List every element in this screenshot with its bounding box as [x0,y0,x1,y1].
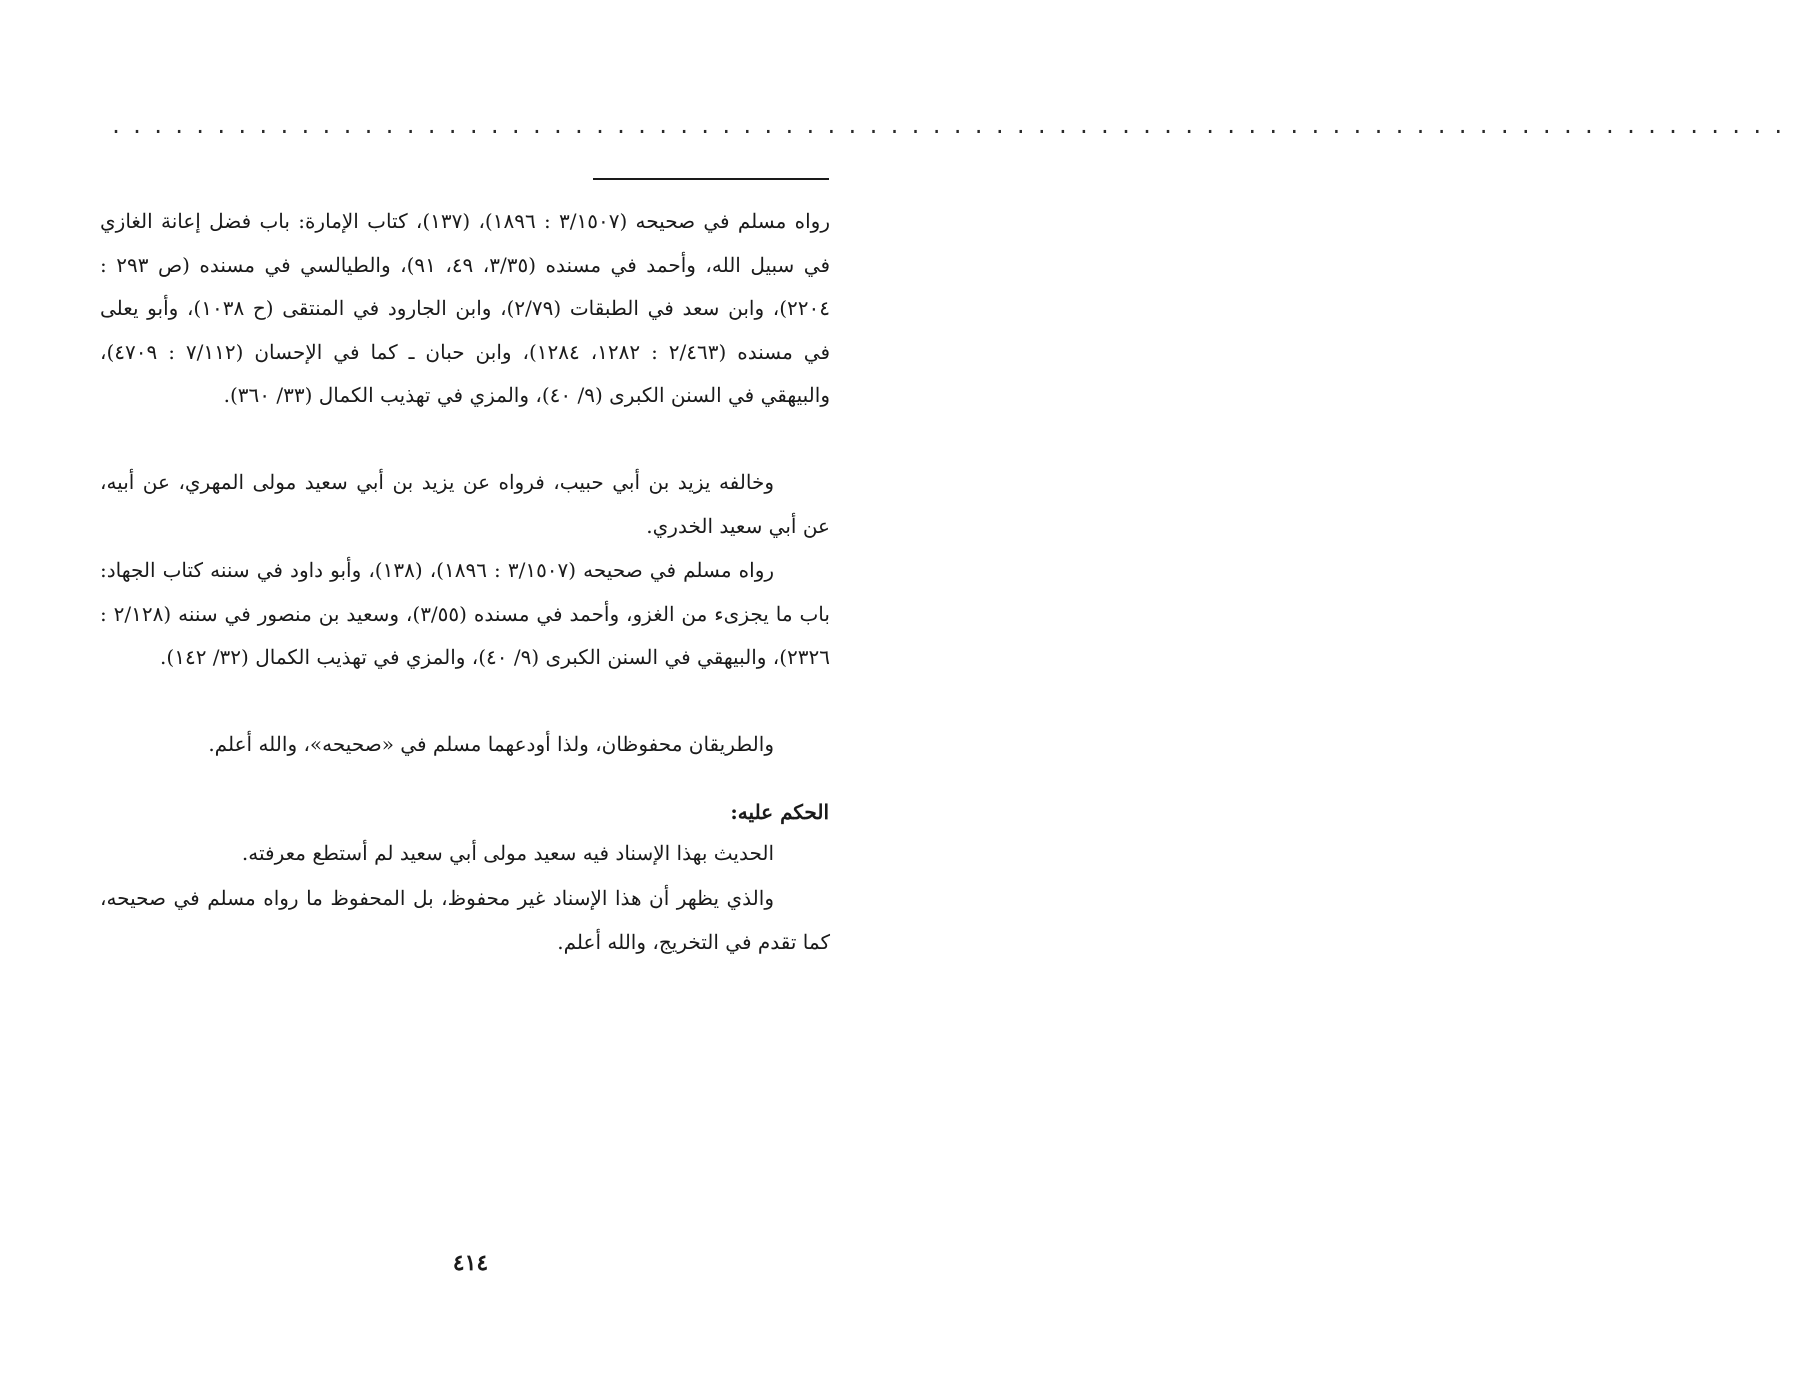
paragraph-khilaf [100,461,830,548]
page-number: ٤١٤ [452,1250,489,1276]
paragraph-text: رواه مسلم في صحيحه (٣/١٥٠٧ : ١٨٩٦)، (١٣٨)، وأبو داود في سننه كتاب الجهاد: باب ما يجزىء من الغزو، وأحمد في مسنده (٣/٥٥)، وسعيد بن منصور في سننه (٢/١٢٨ : ٢٣٢٦)، والبيهقي في السنن الكبرى (٩/ ٤٠)، والمزي في تهذيب الكمال (٣٢/ ١٤٢). [100,558,830,669]
paragraph-text: والطريقان محفوظان، ولذا أودعهما مسلم في «صحيحه»، والله أعلم. [208,732,774,756]
ruling-heading: الحكم عليه: [730,800,829,824]
paragraph-conclusion [100,723,830,767]
paragraph-takhrij-1 [100,200,830,418]
paragraph-ruling-2 [100,877,830,964]
paragraph-takhrij-2 [100,549,830,680]
paragraph-text: رواه مسلم في صحيحه (٣/١٥٠٧ : ١٨٩٦)، (١٣٧)، كتاب الإمارة: باب فضل إعانة الغازي في سبيل الله، وأحمد في مسنده (٣/٣٥، ٤٩، ٩١)، والطيالسي في مسنده (ص ٢٩٣ : ٢٢٠٤)، وابن سعد في الطبقات (٢/٧٩)، وابن الجارود في المنتقى (ح ١٠٣٨)، وأبو يعلى في مسنده (٢/٤٦٣ : ١٢٨٢، ١٢٨٤)، وابن حبان ـ كما في الإحسان (٧/١١٢ : ٤٧٠٩)، والبيهقي في السنن الكبرى (٩/ ٤٠)، والمزي في تهذيب الكمال (٣٣/ ٣٦٠). [100,209,831,407]
paragraph-text: وخالفه يزيد بن أبي حبيب، فرواه عن يزيد بن أبي سعيد مولى المهري، عن أبيه، عن أبي سعيد الخدري. [100,470,830,538]
footnote-rule [593,178,829,180]
paragraph-ruling-1 [100,832,830,876]
paragraph-text: الحديث بهذا الإسناد فيه سعيد مولى أبي سعيد لم أستطع معرفته. [241,841,774,865]
dotted-separator: ................................................................................ [110,114,1793,138]
paragraph-text: والذي يظهر أن هذا الإسناد غير محفوظ، بل المحفوظ ما رواه مسلم في صحيحه، كما تقدم في التخريج، والله أعلم. [100,886,830,954]
